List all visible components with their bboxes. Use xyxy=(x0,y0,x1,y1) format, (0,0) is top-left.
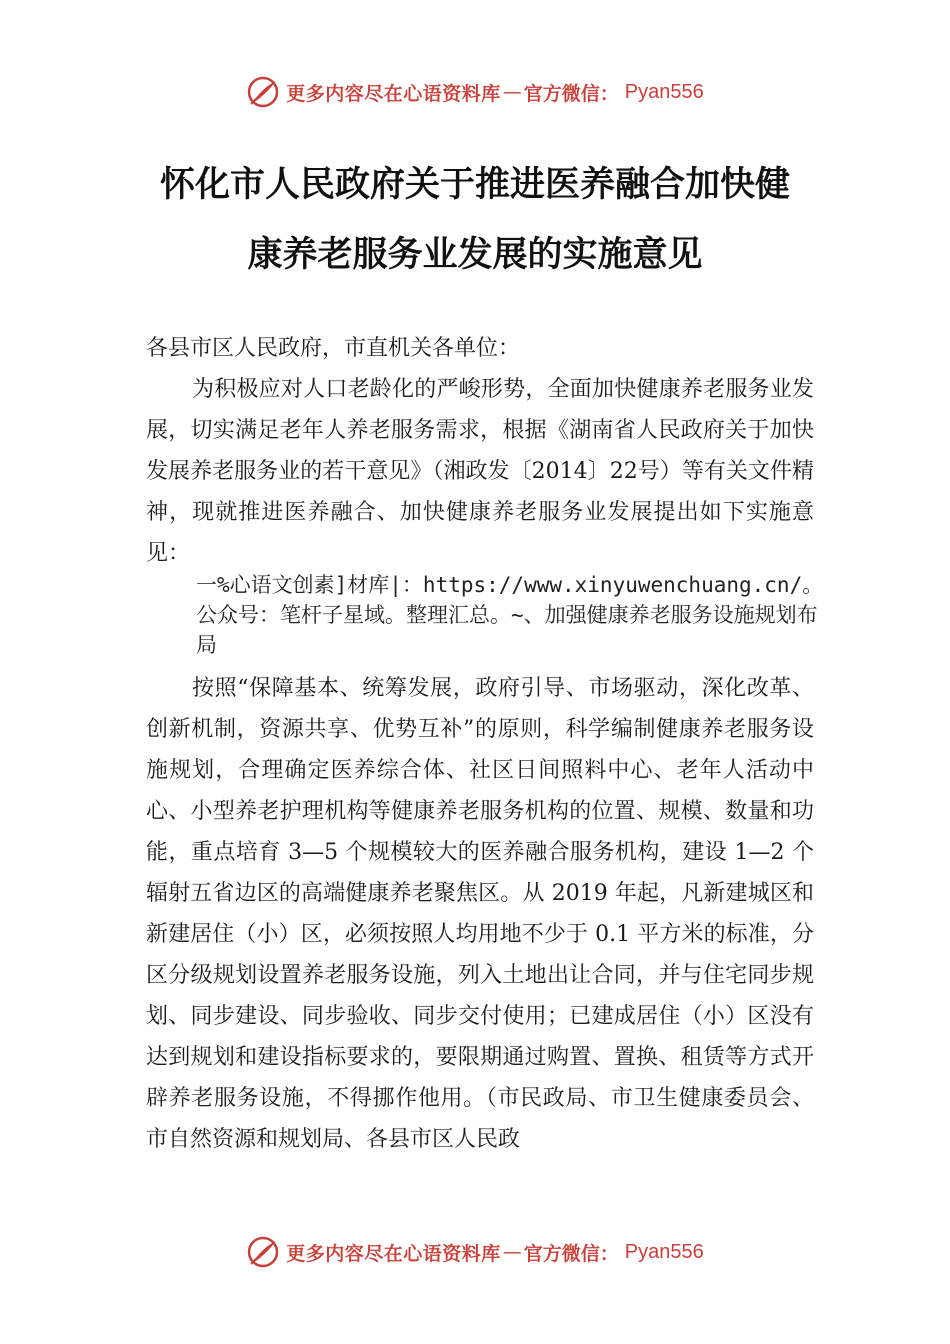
header-banner xyxy=(0,72,950,112)
feather-pen-logo-icon xyxy=(246,1235,280,1269)
footer-banner-text: 更多内容尽在心语资料库 xyxy=(286,1242,501,1265)
greeting-line: 各县市区人民政府，市直机关各单位： xyxy=(146,336,521,361)
banner-text: 更多内容尽在心语资料库 xyxy=(286,82,501,105)
footer-banner-wechat-label: 官方微信： xyxy=(523,1242,619,1265)
title-line-2: 康养老服务业发展的实施意见 xyxy=(247,235,703,275)
feather-pen-logo-icon xyxy=(246,75,280,109)
footer-banner-wechat-id: Pyan556 xyxy=(624,1240,704,1263)
title-line-1: 怀化市人民政府关于推进医养融合加快健 xyxy=(159,165,790,205)
section-1-heading: 一%心语文创素]材库|：https://www.xinyuwenchuang.cn/。公众号：笔杆子星域。整理汇总。~、加强健康养老服务设施规划布局 xyxy=(196,573,824,657)
document-title xyxy=(90,150,860,290)
intro-paragraph: 为积极应对人口老龄化的严峻形势，全面加快健康养老服务业发展，切实满足老年人养老服务需求，根据《湖南省人民政府关于加快发展养老服务业的若干意见》（湘政发〔2014〕22号）等有关文件精神，现就推进医养融合、加快健康养老服务业发展提出如下实施意见： xyxy=(146,377,814,566)
footer-banner xyxy=(0,1232,950,1272)
banner-wechat-id: Pyan556 xyxy=(624,80,704,103)
section-1-paragraph: 按照“保障基本、统筹发展，政府引导、市场驱动，深化改革、创新机制，资源共享、优势互补”的原则，科学编制健康养老服务设施规划，合理确定医养综合体、社区日间照料中心、老年人活动中心、小型养老护理机构等健康养老服务机构的位置、规模、数量和功能，重点培育 3—5 个规模较大的医养融合服务机构，建设 1—2 个辐射五省边区的高端健康养老聚焦区。从 2019 年起，凡新建城区和新建居住（小）区，必须按照人均用地不少于 0.1 平方米的标准，分区分级规划设置养老服务设施，列入土地出让合同，并与住宅同步规划、同步建设、同步验收、同步交付使用；已建成居住（小）区没有达到规划和建设指标要求的，要限期通过购置、置换、租赁等方式开辟养老服务设施，不得挪作他用。（市民政局、市卫生健康委员会、市自然资源和规划局、各县市区人民政 xyxy=(146,676,814,1152)
document-body-section-1 xyxy=(146,668,814,1160)
banner-wechat-label: 官方微信： xyxy=(523,82,619,105)
document-body-top xyxy=(146,328,814,574)
footer-banner-separator: — xyxy=(502,1241,522,1263)
banner-separator: — xyxy=(502,81,522,103)
